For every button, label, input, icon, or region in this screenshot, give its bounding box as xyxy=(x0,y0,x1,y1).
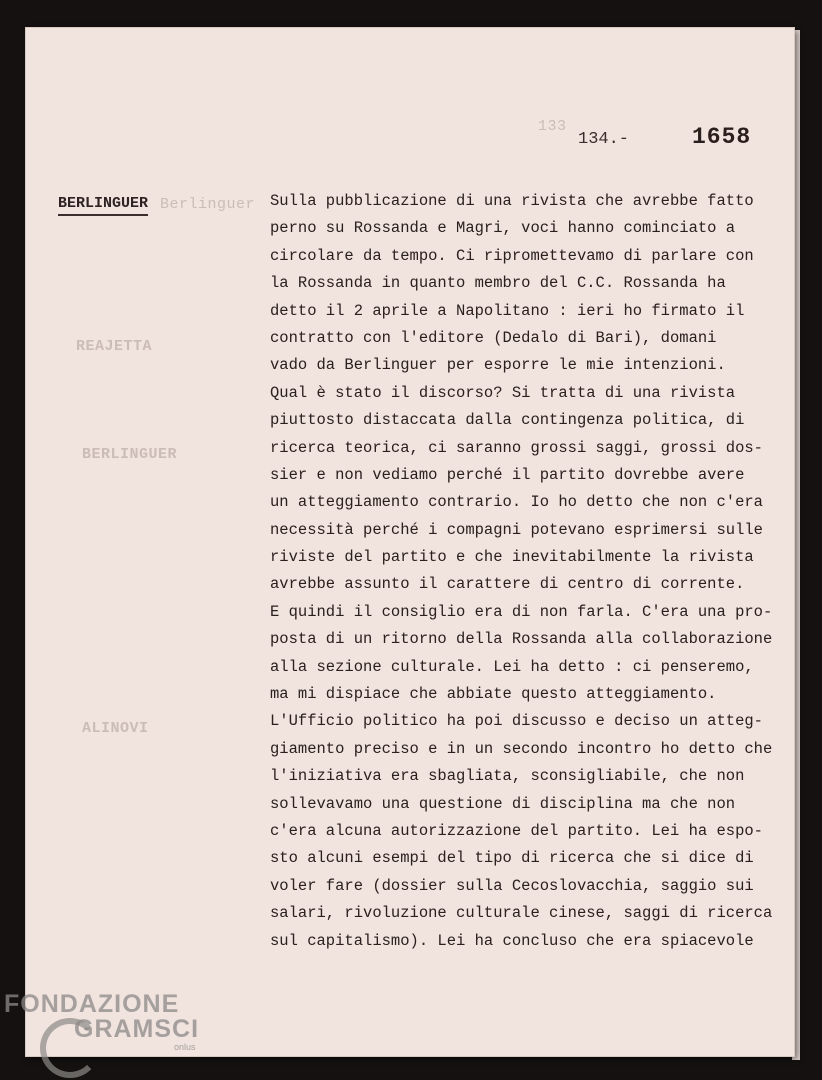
text-line: piuttosto distaccata dalla contingenza politica, di xyxy=(270,411,745,430)
text-line: sul capitalismo). Lei ha concluso che era spiacevole xyxy=(270,931,754,950)
text-line: sto alcuni esempi del tipo di ricerca che si dice di xyxy=(270,849,754,868)
text-line: contratto con l'editore (Dedalo di Bari), domani xyxy=(270,328,717,347)
folio-number: 1658 xyxy=(692,124,752,150)
speaker-name: BERLINGUER xyxy=(58,195,148,216)
watermark-line3: onlus xyxy=(174,1042,196,1052)
text-line: circolare da tempo. Ci ripromettevamo di parlare con xyxy=(270,246,754,265)
transcript-body xyxy=(270,188,785,955)
bleed-through-name: ALINOVI xyxy=(82,720,149,737)
watermark xyxy=(4,990,199,1052)
text-line: posta di un ritorno della Rossanda alla collaborazione xyxy=(270,630,773,649)
page-number: 134.- xyxy=(578,130,630,149)
text-line: detto il 2 aprile a Napolitano : ieri ho firmato il xyxy=(270,301,745,320)
bleed-through-name: Berlinguer xyxy=(160,196,256,213)
watermark-line1: FONDAZIONE xyxy=(4,990,180,1018)
text-line: sollevavamo una questione di disciplina ma che non xyxy=(270,794,736,813)
text-line: voler fare (dossier sulla Cecoslovacchia, saggio sui xyxy=(270,876,754,895)
text-line: necessità perché i compagni potevano esprimersi sulle xyxy=(270,520,763,539)
bleed-through-name: BERLINGUER xyxy=(82,446,178,463)
text-line: avrebbe assunto il carattere di centro di corrente. xyxy=(270,575,745,594)
text-line: vado da Berlinguer per esporre le mie intenzioni. xyxy=(270,356,726,375)
text-line: un atteggiamento contrario. Io ho detto che non c'era xyxy=(270,493,763,512)
text-line: sier e non vediamo perché il partito dovrebbe avere xyxy=(270,465,745,484)
bleed-through-name: REAJETTA xyxy=(76,338,153,355)
text-line: l'iniziativa era sbagliata, sconsigliabile, che non xyxy=(270,767,745,786)
bleed-through-number: 133 xyxy=(538,118,567,135)
text-line: ma mi dispiace che abbiate questo atteggiamento. xyxy=(270,685,717,704)
watermark-line2: GRAMSCI xyxy=(74,1015,200,1043)
text-line: salari, rivoluzione culturale cinese, saggi di ricerca xyxy=(270,904,773,923)
text-line: Sulla pubblicazione di una rivista che avrebbe fatto xyxy=(270,192,754,210)
text-line: E quindi il consiglio era di non farla. C'era una pro- xyxy=(270,602,773,621)
text-line: ricerca teorica, ci saranno grossi saggi, grossi dos- xyxy=(270,438,763,457)
text-line: riviste del partito e che inevitabilmente la rivista xyxy=(270,548,754,567)
text-line: c'era alcuna autorizzazione del partito. Lei ha espo- xyxy=(270,821,763,840)
text-line: L'Ufficio politico ha poi discusso e deciso un atteg- xyxy=(270,712,763,731)
text-line: Qual è stato il discorso? Si tratta di una rivista xyxy=(270,383,736,402)
text-line: perno su Rossanda e Magri, voci hanno cominciato a xyxy=(270,219,736,238)
text-line: la Rossanda in quanto membro del C.C. Rossanda ha xyxy=(270,274,726,293)
text-line: alla sezione culturale. Lei ha detto : ci penseremo, xyxy=(270,657,754,676)
text-line: giamento preciso e in un secondo incontro ho detto che xyxy=(270,739,773,758)
